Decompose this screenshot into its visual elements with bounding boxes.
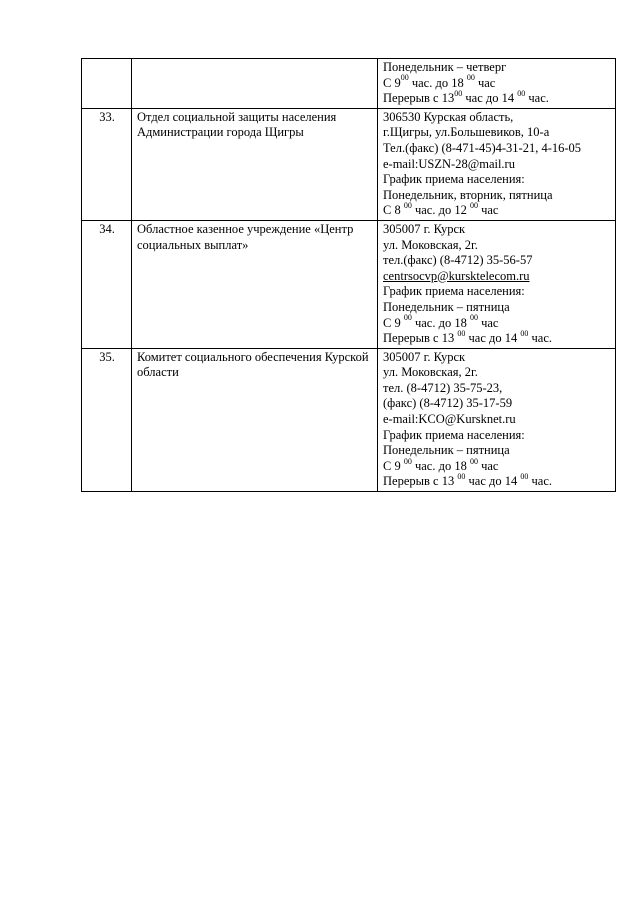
schedule-text: час [474,75,496,90]
schedule-line [383,328,611,347]
schedule-line [383,91,611,107]
schedule-line [383,456,611,475]
institution-name: Комитет социального обеспечения Курской области [132,348,378,491]
schedule-text: Перерыв с 13 [383,91,455,106]
table-row [82,220,616,348]
minutes-superscript: 00 [454,89,463,99]
contact-line: 305007 г. Курск [383,349,466,364]
email-link[interactable]: centrsocvp@kursktelecom.ru [383,268,530,283]
minutes-superscript: 00 [517,89,526,99]
contact-line: Понедельник – четверг [383,60,507,74]
schedule-text: час [477,315,499,330]
row-number: 35. [82,348,132,491]
contact-line: Понедельник – пятница [383,443,510,458]
schedule-text: час до 14 [462,91,518,106]
contact-line: e-mail:USZN-28@mail.ru [383,156,515,171]
minutes-superscript: 00 [469,201,478,211]
contact-line: тел.(факс) (8-4712) 35-56-57 [383,253,533,268]
contact-line: Понедельник – пятница [383,299,510,314]
minutes-superscript: 00 [457,328,466,338]
schedule-line [383,203,611,219]
contact-info [378,220,616,348]
contact-line: ул. Моковская, 2г. [383,365,478,380]
schedule-line [383,73,611,92]
contact-line: e-mail:KCO@Kursknet.ru [383,412,516,427]
table-row [82,59,616,109]
schedule-text: час. до 12 [411,203,470,218]
institution-name: Отдел социальной защиты населения Администрации города Щигры [132,108,378,220]
minutes-superscript: 00 [400,73,409,83]
schedule-text: час [477,458,499,473]
schedule-text: Перерыв с 13 [383,474,458,489]
contact-line: 305007 г. Курск [383,221,466,236]
minutes-superscript: 00 [469,456,478,466]
minutes-superscript: 00 [403,201,412,211]
row-number: 33. [82,108,132,220]
schedule-line [383,313,611,332]
schedule-text: час до 14 [465,331,521,346]
schedule-line [383,474,611,490]
contact-line: Тел.(факс) (8-471-45)4-31-21, 4-16-05 [383,140,582,155]
schedule-text: час до 14 [465,474,521,489]
schedule-text: час. до 18 [411,458,470,473]
contact-line: График приема населения: [383,172,525,187]
schedule-text: С 8 [383,203,404,218]
contact-info [378,348,616,491]
contact-line: График приема населения: [383,427,525,442]
contact-info [378,59,616,109]
contact-line: тел. (8-4712) 35-75-23, [383,380,503,395]
table-body [82,59,616,492]
table-row [82,108,616,220]
row-number [82,59,132,109]
contact-info [378,108,616,220]
schedule-text: С 9 [383,315,404,330]
schedule-text: час. [528,474,552,489]
schedule-text: час. [525,91,549,106]
schedule-text: С 9 [383,75,401,90]
schedule-text: час. [528,331,552,346]
contact-line: ул. Моковская, 2г. [383,237,478,252]
row-number: 34. [82,220,132,348]
institutions-table [81,58,616,492]
contact-line: 306530 Курская область, [383,109,514,124]
minutes-superscript: 00 [520,328,529,338]
minutes-superscript: 00 [403,313,412,323]
minutes-superscript: 00 [520,472,529,482]
minutes-superscript: 00 [457,472,466,482]
minutes-superscript: 00 [403,456,412,466]
institution-name [132,59,378,109]
minutes-superscript: 00 [466,73,475,83]
table-row [82,348,616,491]
contact-line: Понедельник, вторник, пятница [383,187,553,202]
schedule-text: Перерыв с 13 [383,331,458,346]
institution-name: Областное казенное учреждение «Центр социальных выплат» [132,220,378,348]
schedule-text: час. до 18 [408,75,467,90]
minutes-superscript: 00 [469,313,478,323]
contact-line: График приема населения: [383,284,525,299]
schedule-text: час [477,203,499,218]
contact-line: г.Щигры, ул.Большевиков, 10-а [383,125,550,140]
schedule-text: С 9 [383,458,404,473]
schedule-text: час. до 18 [411,315,470,330]
contact-line: (факс) (8-4712) 35-17-59 [383,396,513,411]
